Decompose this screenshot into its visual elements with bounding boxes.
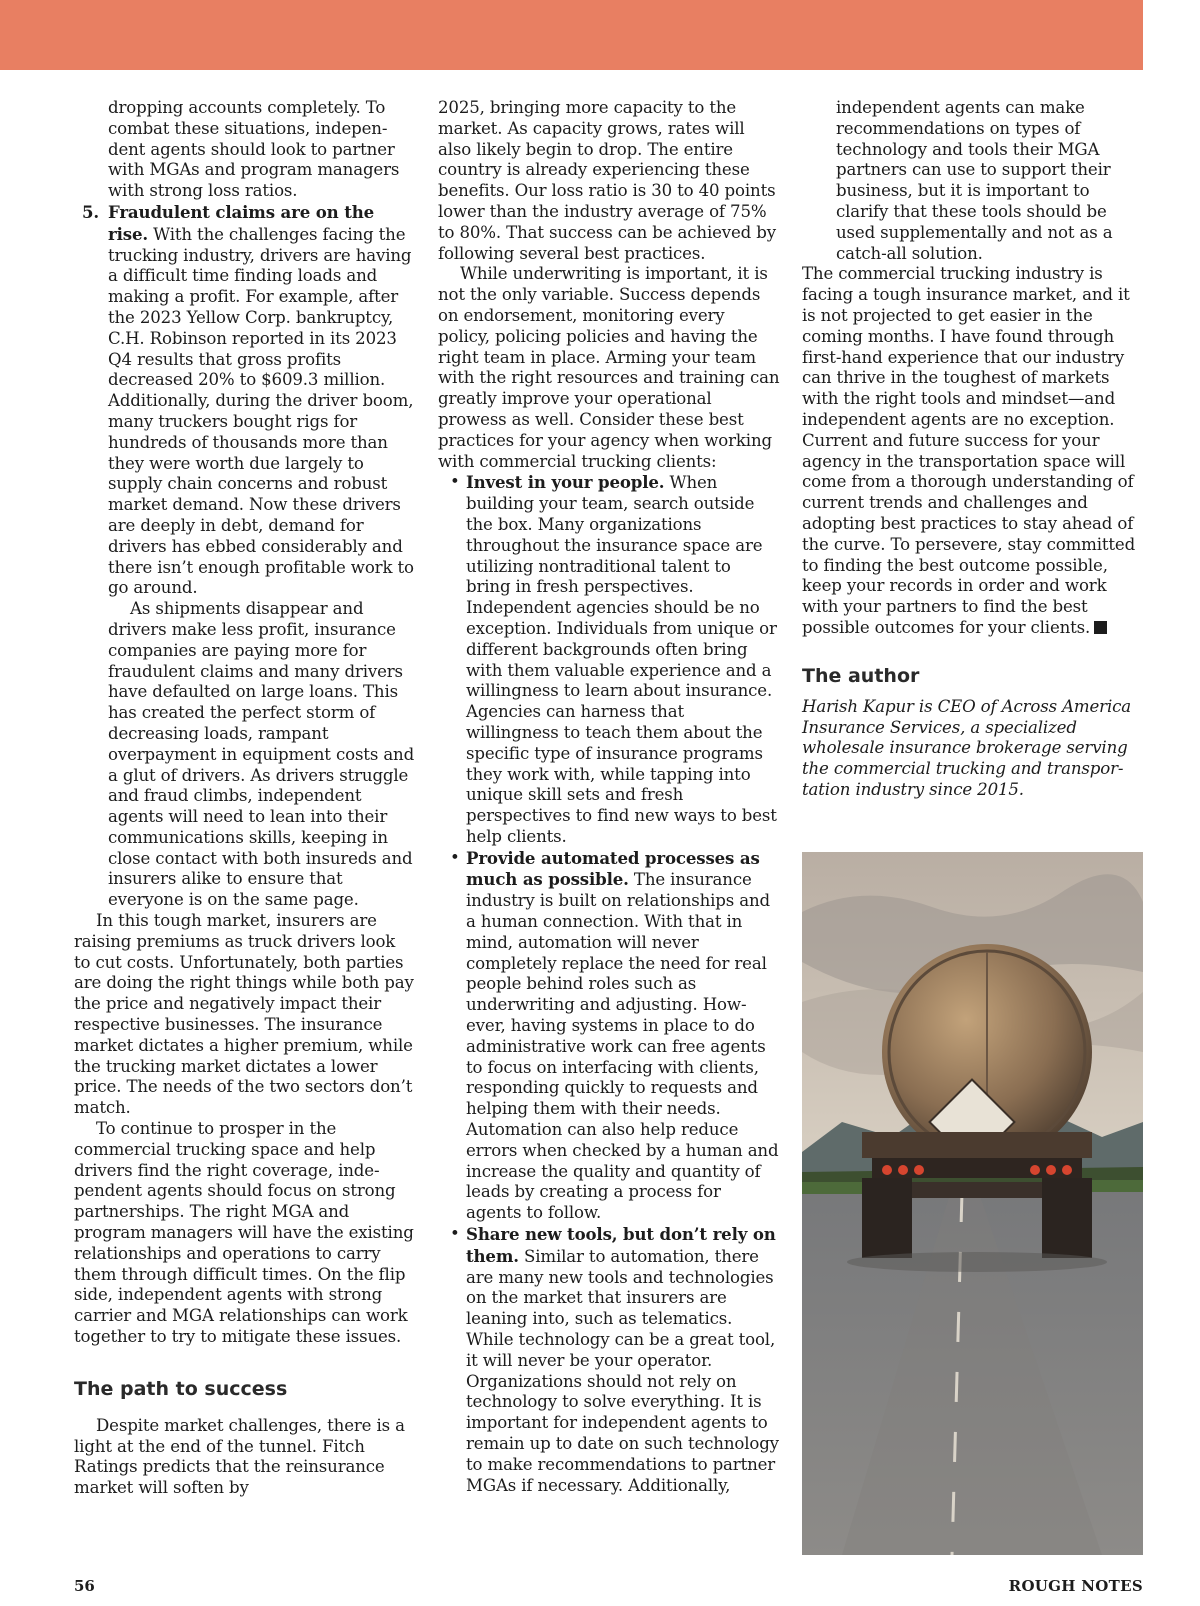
column-3 [802, 98, 1144, 801]
paragraph: dropping accounts completely. To combat these situations, independent agents should look to partner with MGAs and program managers with strong loss ratios. [108, 98, 400, 201]
list-item-lead: Fraudulent claims are on the rise. [108, 201, 375, 244]
section-heading: The path to success [74, 1377, 288, 1400]
column-1 [74, 98, 416, 1499]
paragraph: Despite market challenges, there is a light at the end of the tunnel. Fitch Ratings predicts that the reinsurance market will soften by [74, 1415, 405, 1498]
paragraph: independent agents can make recommendations on types of technology and tools their MGA partners can use to support their business, but it is important to clarify that these tools should be used supplementally and not as a catch-all solution. [836, 98, 1113, 263]
bullet-item-automation [438, 848, 780, 1224]
publication-name: ROUGH NOTES [1008, 1577, 1143, 1595]
tanker-truck-photo [802, 852, 1143, 1555]
header-color-band [0, 0, 1143, 70]
bullet-lead: Provide automated processes as much as possible. [466, 847, 760, 890]
bullet-item-share-tools [438, 1224, 780, 1496]
paragraph: To continue to prosper in the commercial trucking space and help drivers find the right coverage, independent agents should focus on strong partnerships. The right MGA and program managers will have the existing relationships and operations to carry them through difficult times. On the flip side, independent agents with strong carrier and MGA relationships can work together to try to mitigate these issues. [74, 1119, 414, 1347]
bullet-text: The insurance industry is built on relationships and a human connection. With that in mind, automation will never completely replace the need for real people behind roles such as underwriting and adjusting. However, having systems in place to do administrative work can free agents to focus on interfacing with clients, responding quickly to requests and helping them with their needs. Automation can also help reduce errors when checked by a human and increase the quality and quantity of leads by creating a process for agents to follow. [466, 870, 779, 1223]
bullet-lead: Share new tools, but don’t rely on them. [466, 1224, 776, 1266]
bullet-icon: • [450, 847, 460, 867]
bullet-text: When building your team, search outside the box. Many organizations throughout the insurance space are utilizing nontraditional talent to bring in fresh perspectives. Independent agencies should be no exception. Individuals from unique or different backgrounds often bring with them valuable experience and a willingness to learn about insurance. Agencies can harness that willingness to teach them about the specific type of insurance programs they work with, while tapping into unique skill sets and fresh perspectives to find new ways to best help clients. [466, 473, 777, 846]
bullet-text: Similar to automation, there are many new tools and technologies on the market that insurers are leaning into, such as telematics. While technology can be a great tool, it will never be your operator. Organizations should not rely on technology to solve everything. It is important for independent agents to remain up to date on such technology to make recommendations to partner MGAs if necessary. Additionally, [466, 1246, 779, 1495]
author-bio: Harish Kapur is CEO of Across America Insurance Services, a specialized wholesale insurance brokerage serving the commercial trucking and transportation industry since 2015. [802, 696, 1131, 799]
list-number: 5. [82, 201, 100, 222]
paragraph: While underwriting is important, it is not the only variable. Success depends on endorsement, monitoring every policy, policing policies and having the right team in place. Arming your team with the right resources and training can greatly improve your operational prowess as well. Consider these best practices for your agency when working with commercial trucking clients: [438, 264, 780, 471]
column-2 [438, 98, 780, 1496]
numbered-list-item-5 [74, 202, 416, 911]
bullet-item-invest-in-people [438, 472, 780, 847]
author-heading: The author [802, 664, 920, 687]
paragraph: As shipments disappear and drivers make less profit, insurance companies are paying more for fraudulent claims and many drivers have defaulted on large loans. This has created the perfect storm of decreasing loads, rampant overpayment in equipment costs and a glut of drivers. As drivers struggle and fraud climbs, independent agents will need to lean into their communications skills, keeping in close contact with both insureds and insurers alike to ensure that everyone is on the same page. [108, 599, 415, 910]
paragraph-closing [802, 264, 1144, 638]
paragraph: In this tough market, insurers are raising premiums as truck drivers look to cut costs. Unfortunately, both parties are doing the right things while both pay the price and negatively impact their respective businesses. The insurance market dictates a higher premium, while the trucking market dictates a lower price. The needs of the two sectors don’t match. [74, 911, 414, 1118]
bullet-icon: • [450, 472, 460, 492]
bullet-icon: • [450, 1224, 460, 1244]
paragraph: 2025, bringing more capacity to the market. As capacity grows, rates will also likely begin to drop. The entire country is already experiencing these benefits. Our loss ratio is 30 to 40 points lower than the industry average of 75% to 80%. That success can be achieved by following several best practices. [438, 98, 776, 263]
end-of-article-icon [1094, 621, 1107, 634]
tanker-truck-illustration [802, 852, 1143, 1555]
list-item-text: With the challenges facing the trucking industry, drivers are having a difficult time finding loads and making a profit. For example, after the 2023 Yellow Corp. bankruptcy, C.H. Robinson reported in its 2023 Q4 results that gross profits decreased 20% to $609.3 million. Additionally, during the driver boom, many truckers bought rigs for hundreds of thousands more than they were worth due largely to supply chain concerns and robust market demand. Now these drivers are deeply in debt, demand for drivers has ebbed considerably and there isn’t enough profitable work to go around. [108, 224, 414, 598]
paragraph-text: The commercial trucking industry is facing a tough insurance market, and it is not projected to get easier in the coming months. I have found through first-hand experience that our industry can thrive in the toughest of markets with the right tools and mindset—and independent agents are no exception. Current and future success for your agency in the transportation space will come from a thorough understanding of current trends and challenges and adopting best practices to stay ahead of the curve. To persevere, stay committed to finding the best outcome possible, keep your records in order and work with your partners to find the best possible outcomes for your clients. [802, 264, 1136, 637]
bullet-lead: Invest in your people. [466, 472, 665, 493]
page-number: 56 [74, 1577, 95, 1595]
